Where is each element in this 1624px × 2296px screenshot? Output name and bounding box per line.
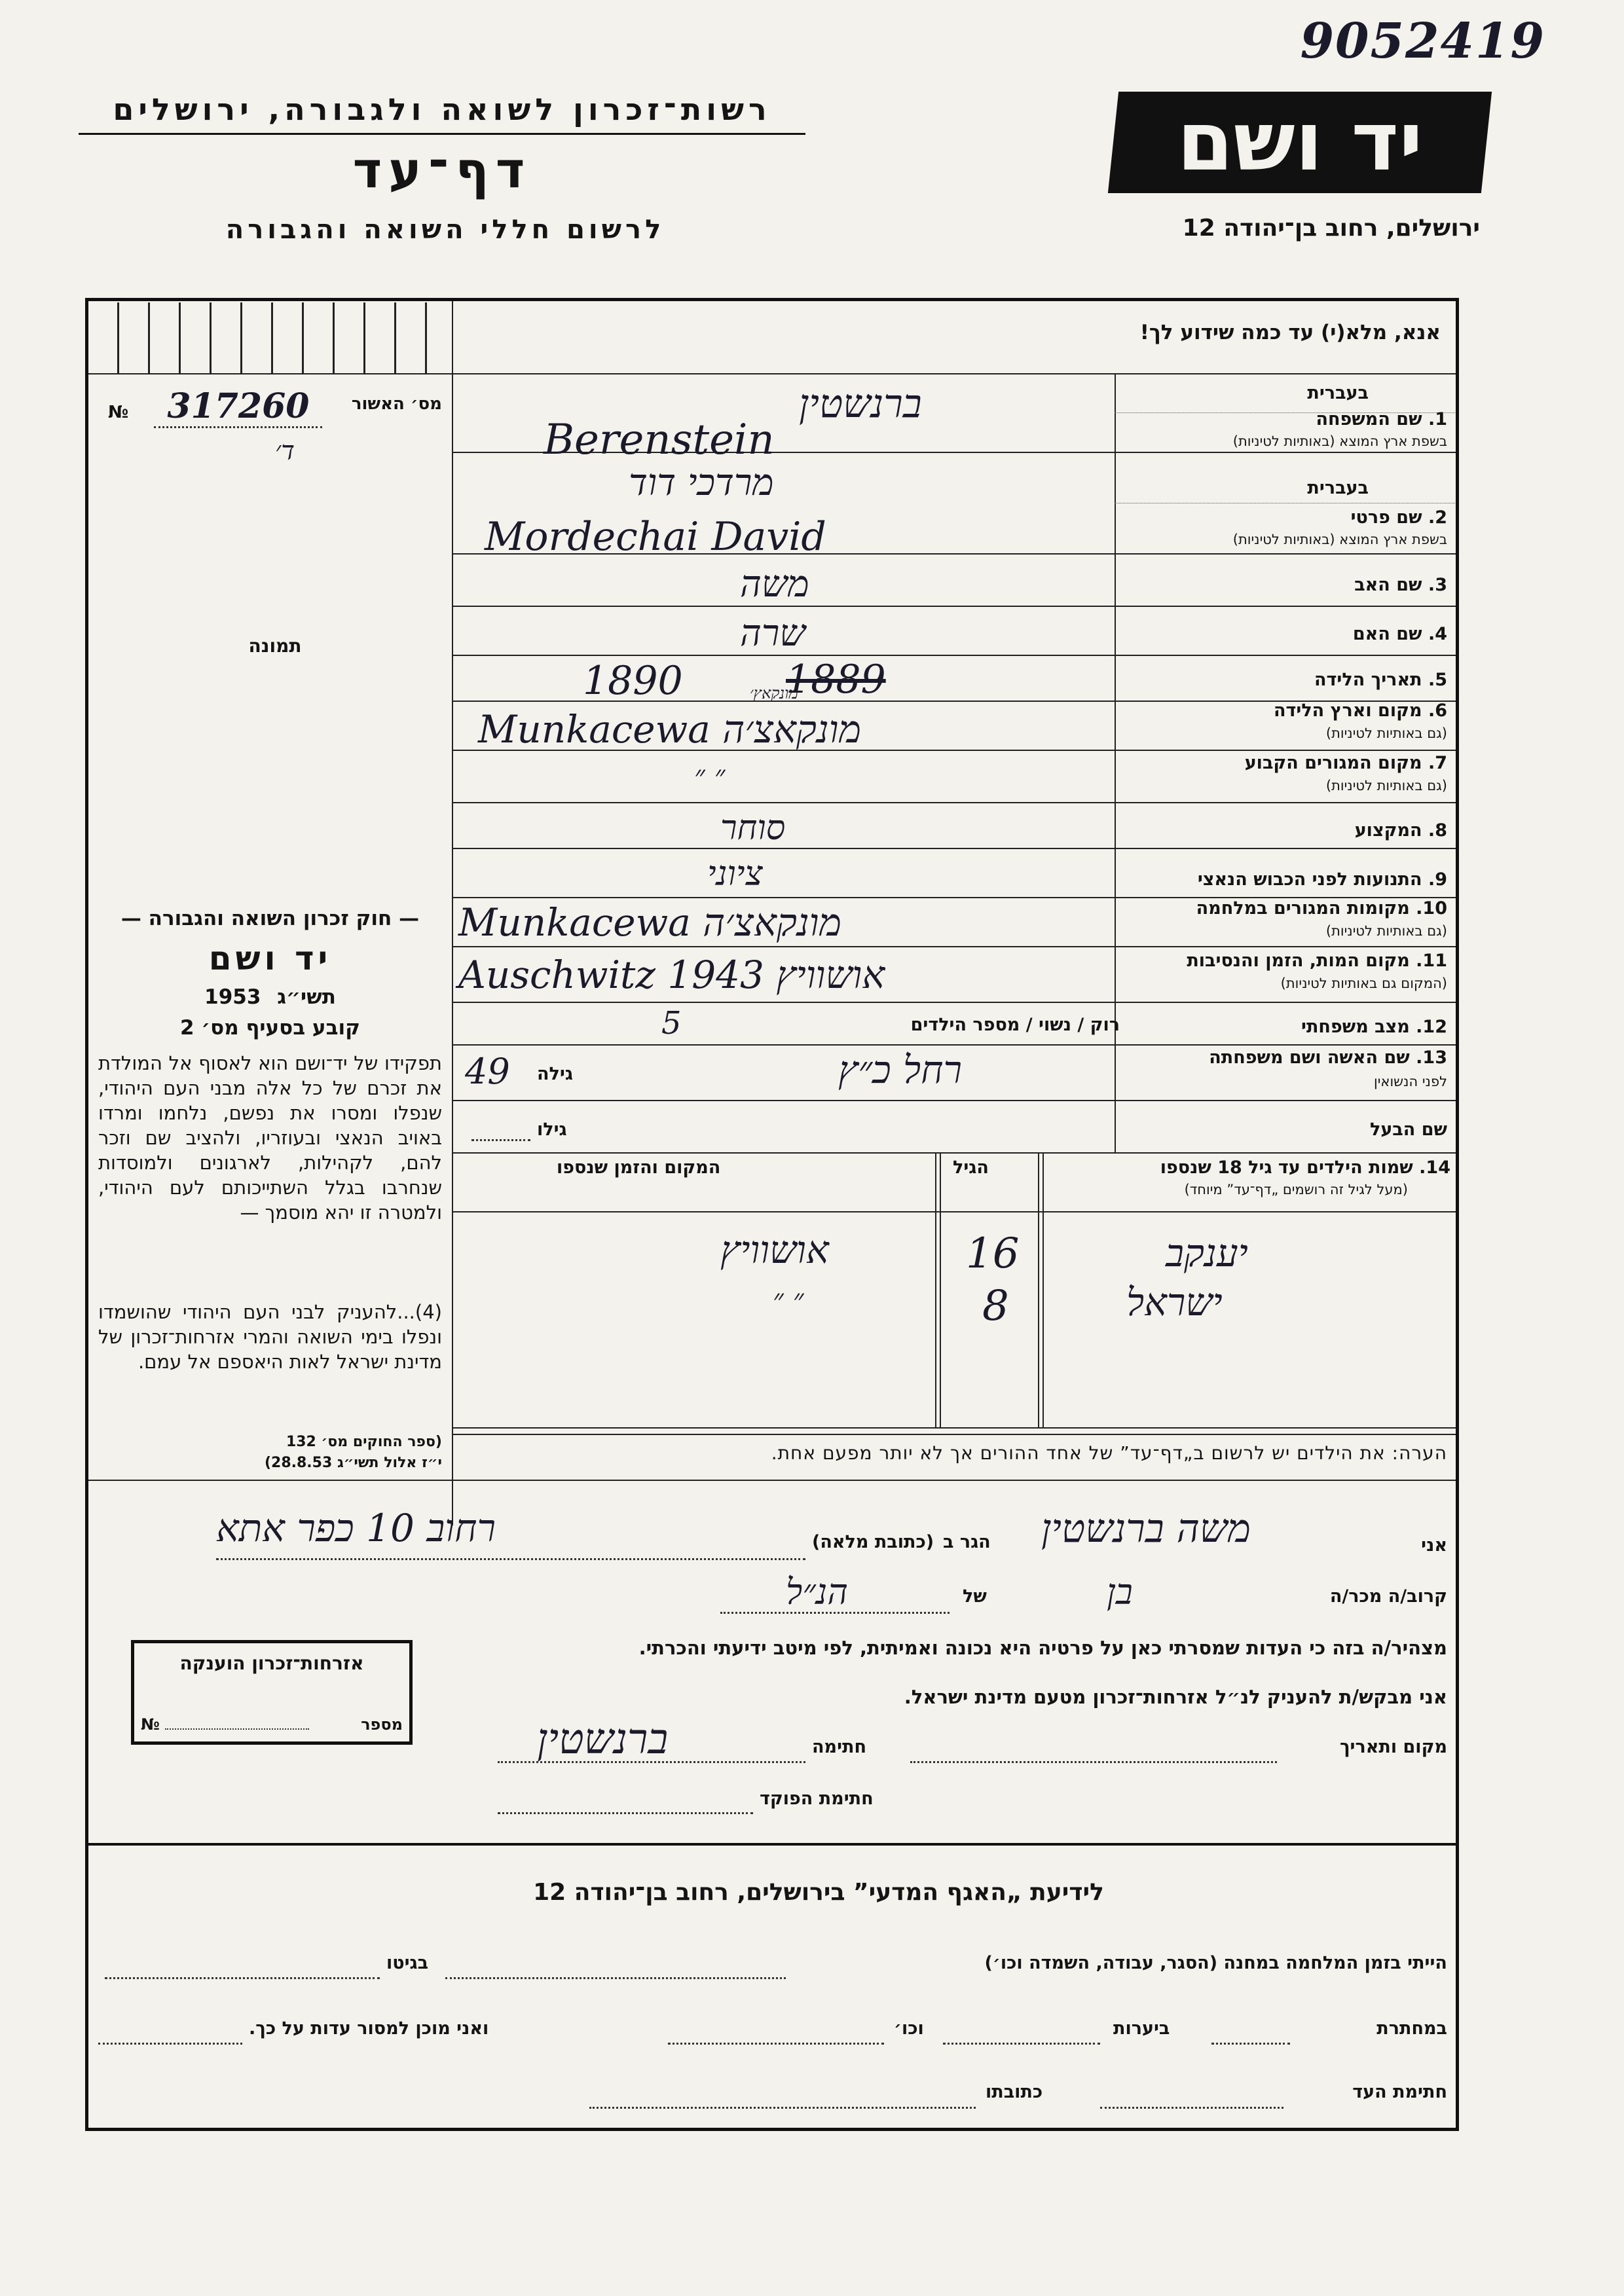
bottom-divider [88,1843,1456,1846]
husband-age-label: גילו [537,1120,567,1140]
address: ירושלים, רחוב בן־יהודה 12 [1182,215,1480,242]
children-note: הערה: את הילדים יש לרשום ב„דף־עד” של אחד ההורים אך לא יותר מפעם אחת. [771,1442,1447,1464]
bottom-line1-b: בגיטו [386,1953,429,1973]
law-ref-2: י״ז אלול תשי״ג 28.8.53) [264,1455,442,1471]
bottom-line3-a: חתימת העד [1352,2082,1447,2102]
cert-label: מס׳ האשור [351,394,442,414]
law-name: יד ושם [208,939,332,977]
q2-label: 2. שם פרטי [1350,507,1447,528]
q7-label: 7. מקום המגורים הקבוע [1244,753,1447,773]
child-2-place: ״ ״ [773,1283,804,1317]
q11-label: 11. מקום המות, הזמן והנסיבות [1187,951,1447,971]
cert-no-mark: № [108,403,129,422]
q6-sub: (גם באותיות לטיניות) [1325,725,1447,741]
q10-label: 10. מקומות המגורים במלחמה [1196,898,1447,919]
decl-address-label: (כתובת מלאה) [812,1532,934,1552]
bottom-title: לידיעת „האגף המדעי” בירושלים, רחוב בן־יהודה 12 [533,1879,1104,1906]
decl-place-date-label: מקום ותאריך [1339,1737,1447,1757]
birth-date: 1890 [583,658,683,704]
father-name: משה [740,563,809,606]
decl-relation-of: הנ״ל [786,1571,848,1613]
wife-age: 49 [465,1051,510,1092]
q2-in-hebrew: בעברית [1307,478,1369,498]
movements: ציוני [707,854,763,894]
yad-vashem-logo [1108,92,1492,193]
archive-number: 9052419 [1300,13,1545,69]
child-1-age: 16 [966,1230,1020,1278]
law-title: — חוק זכרון השואה והגבורה — [120,907,420,930]
child-1-name: יענקב [1166,1231,1248,1275]
children-header-sub: (מעל לגיל זה רושמים „דף־עד” מיוחד) [1184,1182,1408,1197]
decl-request: אני מבקש/ת להעניק לנ״ל אזרחות־זכרון מטעם מדינת ישראל. [904,1686,1447,1708]
decl-signature-label: חתימה [812,1737,867,1757]
citizenship-number-label: מספר [361,1715,403,1734]
law-item4: (4)...להעניק לבני העם היהודי שהושמדו ונפלו בימי השואה והמרי אזרחות־זכרון של מדינת ישראל לאות היאספם אל עמם. [98,1301,442,1373]
child-1-place: אושוויץ [720,1228,829,1272]
wife-age-label: גילה [537,1064,573,1084]
decl-relative-label: קרוב/ה מכר/ה [1329,1586,1447,1607]
law-year-line [92,985,449,1009]
law-clause: קובע בסעיף מס׳ 2 [180,1016,360,1040]
form-title: דף־עד [352,141,532,199]
cert-ticks [88,302,452,373]
q13-sub: לפני הנשואין [1373,1074,1447,1089]
decl-i-label: אני [1421,1535,1447,1556]
q1-label: 1. שם המשפחה [1316,409,1447,429]
decl-address: רחוב 10 כפר אתא [216,1506,496,1550]
birth-place-note: מונקאץ׳ [750,684,798,702]
q5-label: 5. תאריך הלידה [1314,670,1447,690]
form-subtitle: לרשום חללי השואה והגבורה [225,215,665,245]
death-place: Auschwitz 1943 אושוויץ [458,953,885,997]
cert-number: 317260 [154,386,322,428]
law-ref-1: (ספר החוקים מס׳ 132 [286,1434,442,1450]
decl-of-label: של [963,1586,987,1607]
q9-label: 9. התנועות לפני הכבוש הנאצי [1197,869,1447,890]
law-year-he: תשי״ג [277,985,336,1009]
law-body: תפקידו של יד־ושם הוא לאסוף אל המולדת את זכרם של כל אלה מבני העם היהודי, שנפלו ומסרו את נפשם, נלחמו ומרדו באויב הנאצי ובעוזריו, ולהציב שם וזכר להם, לקהילות, לארגונים ולמוסדות שנחרבו בגלל השתייכותם לעם היהודי, ולמטרה זו יהא מוסמך — [98,1052,442,1224]
bottom-line3-b: כתובתו [986,2082,1043,2102]
wartime-residence: Munkacewa מונקאצ׳ה [458,900,841,945]
citizenship-box [131,1640,413,1745]
q12-options: רוק / נשוי / מספר הילדים [910,1015,1120,1035]
bottom-line2-d: ואני מוכן למסור עדות על כך. [249,2018,489,2039]
q12-label: 12. מצב משפחתי [1301,1017,1447,1037]
decl-lives-label: הגר ב [943,1532,991,1552]
q1-in-hebrew: בעברית [1307,383,1369,403]
bottom-line2-b: ביערות [1113,2018,1170,2039]
decl-signature: ברנשטין [537,1715,669,1764]
decl-statement: מצהיר/ה בזה כי העדות שמסרתי כאן על פרטיה היא נכונה ואמיתית, לפי מיטב ידיעתי והכרתי. [638,1637,1447,1659]
law-year: 1953 [204,985,261,1009]
q7-sub: (גם באותיות לטיניות) [1325,778,1447,793]
birth-place: Munkacewa מונקאצ׳ה [478,707,861,752]
q1-sub: בשפת ארץ המוצא (באותיות לטיניות) [1232,433,1447,449]
citizenship-title: אזרחות־זכרון הוענקה [179,1652,364,1674]
wife-name: רחל כ״ץ [838,1048,962,1092]
profession: סוחר [720,809,786,848]
q3-label: 3. שם האב [1354,575,1447,595]
q4-label: 4. שם האם [1352,624,1447,644]
surname-latin: Berenstein [544,416,775,464]
child-2-age: 8 [982,1282,1009,1330]
cert-mark: ד׳ [275,436,295,466]
photo-label: תמונה [248,635,302,657]
child-2-name: ישראל [1126,1280,1223,1324]
bottom-line2-a: במחתרת [1376,2018,1447,2039]
first-name-hebrew: מרדכי דוד [629,462,774,504]
citizenship-no-mark: № [141,1715,160,1734]
q8-label: 8. המקצוע [1354,820,1447,841]
children-header-age: הגיל [953,1157,989,1178]
left-column-divider [452,301,453,1525]
first-name-latin: Mordechai David [485,514,826,560]
birth-date-struck: 1889 [786,657,886,702]
mother-name: שרה [740,612,805,655]
instruction: אנא, מלא(י) עד כמה שידוע לך! [1139,321,1441,344]
residence: ״ ״ [694,759,726,793]
surname-hebrew: ברנשטין [799,381,922,427]
authority-name: רשות־זכרון לשואה ולגבורה, ירושלים [113,92,771,127]
q13-label: 13. שם האשה ושם משפחתה [1209,1048,1447,1068]
q10-sub: (גם באותיות לטיניות) [1325,923,1447,939]
children-header-place: המקום והזמן שנספו [557,1157,721,1178]
declarant-name: משה ברנשטין [1041,1506,1251,1552]
bottom-line2-c: וכו׳ [894,2018,924,2039]
q11-sub: (המקום גם באותיות לטיניות) [1280,975,1447,991]
q6-label: 6. מקום וארץ הלידה [1273,701,1447,721]
logo-text: יד ושם [1177,95,1423,189]
decl-official-sig-label: חתימת הפוקד [760,1789,874,1809]
children-count: 5 [661,1005,682,1042]
bottom-line1-a: הייתי בזמן המלחמה במחנה (הסגר, עבודה, השמדה וכו׳) [984,1953,1447,1973]
decl-relation: בן [1107,1571,1133,1613]
children-header-names: 14. שמות הילדים עד גיל 18 שנספו [1160,1157,1450,1178]
husband-label: שם הבעל [1369,1120,1447,1140]
q2-sub: בשפת ארץ המוצא (באותיות לטיניות) [1232,532,1447,547]
